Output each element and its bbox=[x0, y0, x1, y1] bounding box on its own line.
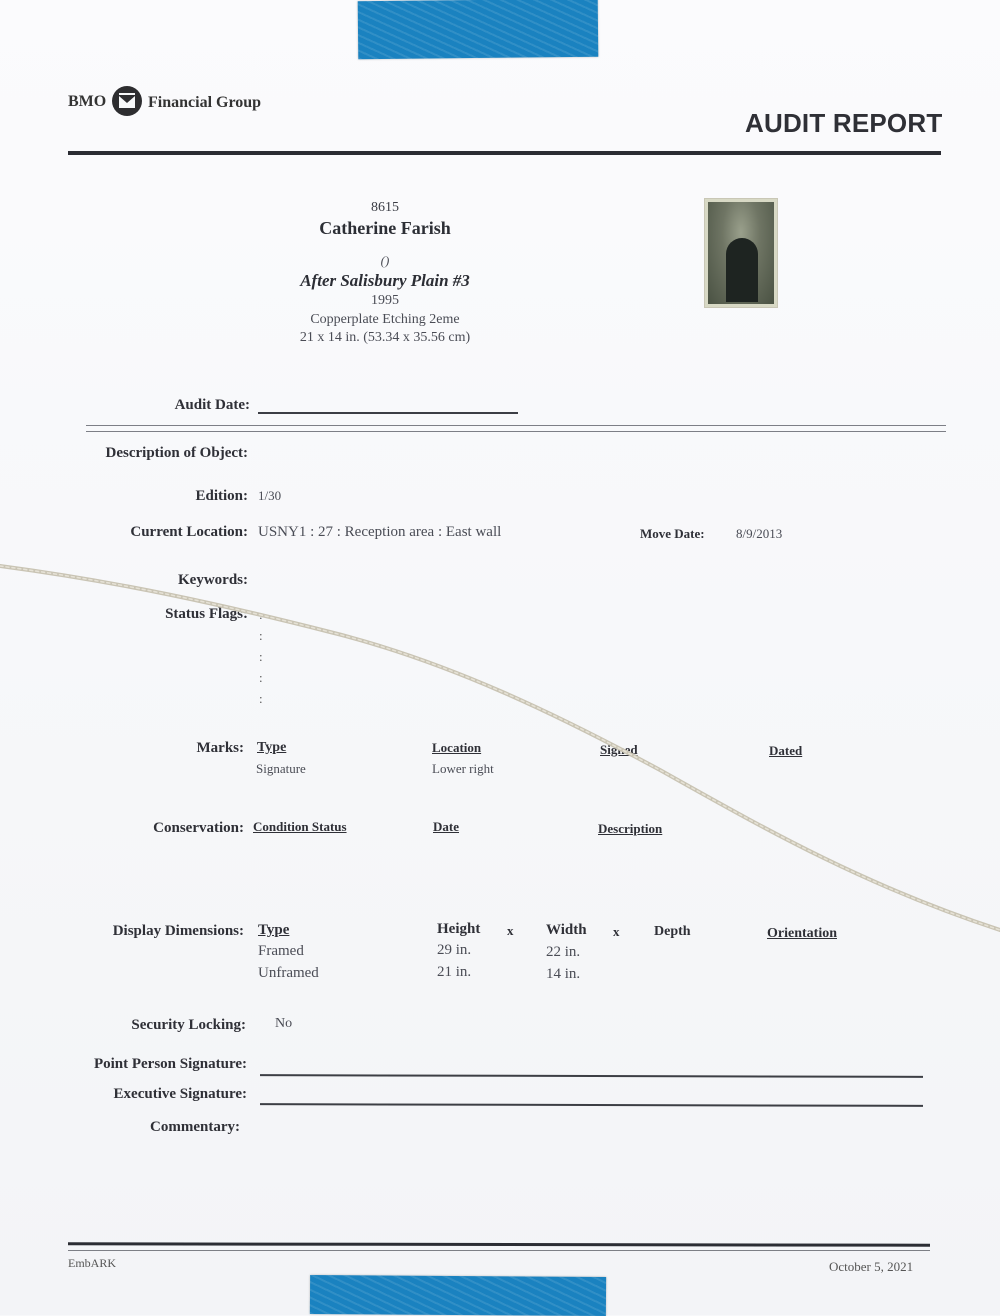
display-row-width: 14 in. bbox=[546, 966, 581, 982]
display-header-x1: x bbox=[507, 923, 514, 938]
display-header-x2: x bbox=[613, 924, 620, 939]
status-colon: : bbox=[259, 649, 263, 664]
point-person-signature-label: Point Person Signature: bbox=[93, 1056, 247, 1072]
status-flags-label: Status Flags: bbox=[165, 606, 248, 622]
artist-name: Catherine Farish bbox=[319, 218, 451, 238]
artwork-medium: Copperplate Etching 2eme bbox=[310, 312, 460, 327]
display-header-height: Height bbox=[437, 921, 481, 937]
security-locking-label: Security Locking: bbox=[131, 1017, 246, 1033]
artwork-id: 8615 bbox=[371, 200, 399, 215]
marks-location-value: Lower right bbox=[432, 761, 494, 776]
marks-header-type: Type bbox=[257, 740, 287, 755]
marks-label: Marks: bbox=[196, 740, 244, 756]
display-header-width: Width bbox=[546, 922, 587, 938]
footer-date: October 5, 2021 bbox=[829, 1259, 914, 1274]
artwork-title: After Salisbury Plain #3 bbox=[300, 271, 470, 290]
display-row-height: 21 in. bbox=[437, 964, 472, 980]
executive-signature-label: Executive Signature: bbox=[113, 1086, 247, 1102]
conservation-label: Conservation: bbox=[153, 820, 244, 836]
report-title: AUDIT REPORT bbox=[745, 108, 943, 138]
move-date-value: 8/9/2013 bbox=[736, 526, 783, 541]
footer-left: EmbARK bbox=[68, 1256, 116, 1270]
display-row-type: Framed bbox=[258, 943, 304, 959]
status-colon: : bbox=[259, 670, 263, 685]
artwork-year: 1995 bbox=[371, 293, 399, 308]
display-row-height: 29 in. bbox=[437, 942, 472, 958]
security-locking-value: No bbox=[275, 1016, 293, 1031]
current-location-value: USNY1 : 27 : Reception area : East wall bbox=[258, 524, 502, 540]
status-colon: : bbox=[259, 607, 263, 622]
current-location-label: Current Location: bbox=[130, 524, 248, 540]
logo-financial-group-text: Financial Group bbox=[148, 94, 262, 111]
conservation-header-description: Description bbox=[598, 821, 663, 836]
marks-header-dated: Dated bbox=[769, 743, 803, 758]
conservation-header-date: Date bbox=[433, 819, 459, 834]
display-header-orientation: Orientation bbox=[767, 926, 837, 941]
edition-value: 1/30 bbox=[258, 488, 282, 503]
display-dimensions-label: Display Dimensions: bbox=[112, 923, 244, 939]
display-row-width: 22 in. bbox=[546, 944, 581, 960]
audit-date-label: Audit Date: bbox=[174, 397, 250, 413]
marks-header-location: Location bbox=[432, 740, 482, 755]
display-row-type: Unframed bbox=[258, 965, 319, 981]
description-label: Description of Object: bbox=[105, 445, 248, 461]
marks-type-value: Signature bbox=[256, 761, 306, 776]
artwork-symbol: () bbox=[380, 253, 390, 268]
logo-bmo-text: BMO bbox=[68, 93, 107, 110]
conservation-header-condition: Condition Status bbox=[253, 819, 347, 834]
status-colon: : bbox=[259, 628, 263, 643]
commentary-label: Commentary: bbox=[150, 1119, 240, 1135]
move-date-label: Move Date: bbox=[640, 526, 705, 541]
display-header-depth: Depth bbox=[654, 924, 691, 939]
keywords-label: Keywords: bbox=[178, 572, 248, 588]
display-header-type: Type bbox=[258, 922, 290, 938]
status-colon: : bbox=[259, 691, 263, 706]
edition-label: Edition: bbox=[195, 488, 248, 504]
artwork-dimensions: 21 x 14 in. (53.34 x 35.56 cm) bbox=[299, 330, 471, 345]
marks-header-signed: Signed bbox=[600, 742, 638, 757]
